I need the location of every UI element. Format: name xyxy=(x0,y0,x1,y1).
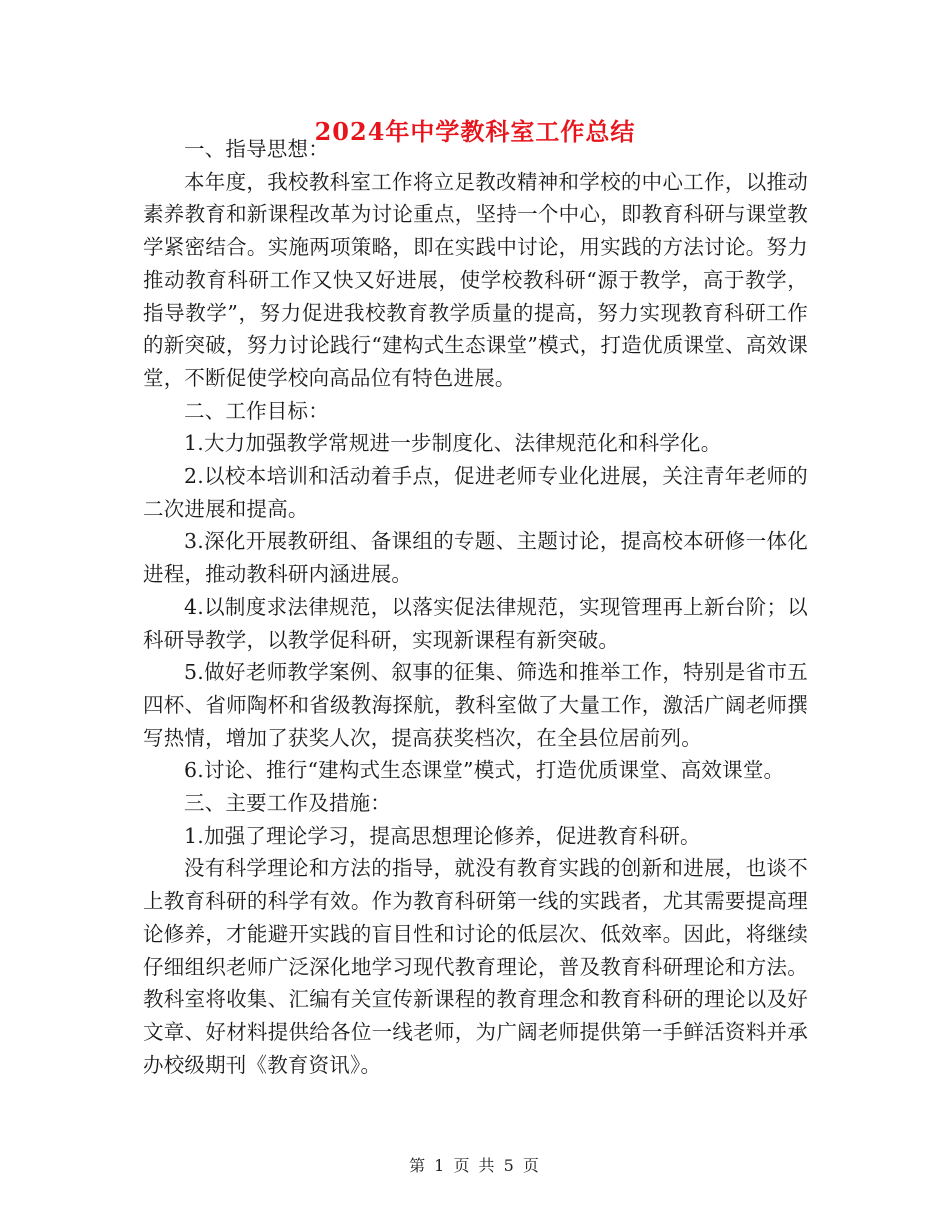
paragraph: 本年度，我校教科室工作将立足教改精神和学校的中心工作，以推动素养教育和新课程改革为讨论重点，坚持一个中心，即教育科研与课堂教学紧密结合。实施两项策略，即在实践中讨论，用实践的方法讨论。努力推动教育科研工作又快又好进展，使学校教科研“源于教学，高于教学，指导教学”，努力促进我校教育教学质量的提高，努力实现教育科研工作的新突破，努力讨论践行“建构式生态课堂”模式，打造优质课堂、高效课堂，不断促使学校向高品位有特色进展。 xyxy=(143,169,808,390)
page-footer: 第 1 页 共 5 页 xyxy=(409,1156,541,1175)
measure-item-1: 1.加强了理论学习，提高思想理论修养，促进教育科研。 xyxy=(184,823,701,848)
section-heading-work-goals: 二、工作目标： xyxy=(184,398,329,423)
document-body xyxy=(143,133,808,1081)
goal-item-2: 2.以校本培训和活动着手点，促进老师专业化进展，关注青年老师的二次进展和提高。 xyxy=(143,464,808,521)
goal-item-3: 3.深化开展教研组、备课组的专题、主题讨论，提高校本研修一体化进程，推动教科研内涵进展。 xyxy=(143,529,808,587)
section-heading-main-work: 三、主要工作及措施： xyxy=(184,791,391,816)
goal-item-4: 4.以制度求法律规范，以落实促法律规范，实现管理再上新台阶；以科研导教学，以教学促科研，实现新课程有新突破。 xyxy=(143,594,808,652)
paragraph: 没有科学理论和方法的指导，就没有教育实践的创新和进展，也谈不上教育科研的科学有效。作为教育科研第一线的实践者，尤其需要提高理论修养，才能避开实践的盲目性和讨论的低层次、低效率。因此，将继续仔细组织老师广泛深化地学习现代教育理论，普及教育科研理论和方法。教科室将收集、汇编有关宣传新课程的教育理念和教育科研的理论以及好文章、好材料提供给各位一线老师，为广阔老师提供第一手鲜活资料并承办校级期刊《教育资讯》。 xyxy=(143,856,808,1077)
document-title: 2024年中学教科室工作总结 xyxy=(314,117,636,146)
goal-item-1: 1.大力加强教学常规进一步制度化、法律规范化和科学化。 xyxy=(184,431,722,456)
goal-item-6: 6.讨论、推行“建构式生态课堂”模式，打造优质课堂、高效课堂。 xyxy=(184,758,785,783)
goal-item-5: 5.做好老师教学案例、叙事的征集、筛选和推举工作，特别是省市五四杯、省师陶杯和省级教海探航，教科室做了大量工作，激活广阔老师撰写热情，增加了获奖人次，提高获奖档次，在全县位居前列。 xyxy=(143,660,808,750)
section-heading-guiding-thought: 一、指导思想： xyxy=(184,137,329,161)
